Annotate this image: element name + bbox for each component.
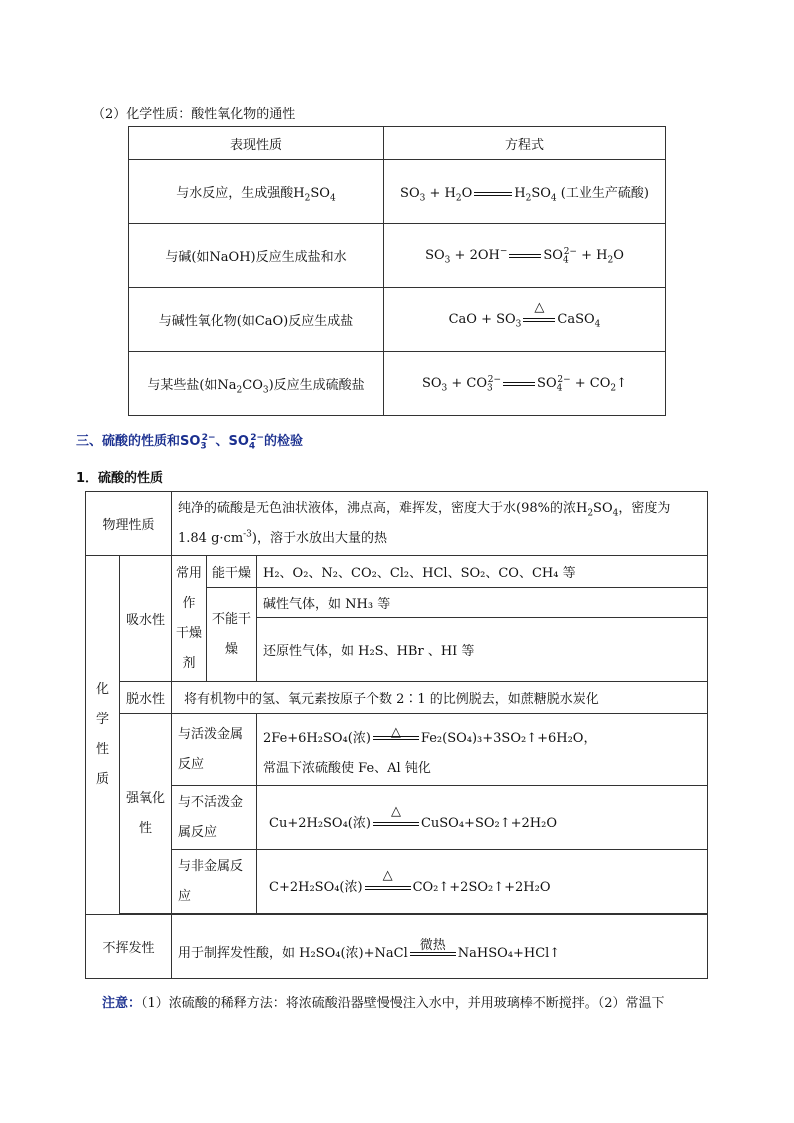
heat-arrow-icon: △: [373, 736, 419, 740]
nonmetal-equation: C+2H₂SO₄(浓) △ CO₂↑+2SO₂↑+2H₂O: [257, 850, 708, 914]
active-metal-equation: 2Fe+6H₂SO₄(浓) △ Fe₂(SO₄)₃+3SO₂↑+6H₂O， 常温下浓硫酸使 Fe、Al 钝化: [257, 714, 708, 786]
non-volatile-text: 用于制挥发性酸，如 H₂SO₄(浓)+NaCl 微热 NaHSO₄+HCl↑: [172, 915, 708, 979]
table-row: [86, 556, 708, 588]
table1-row3-property: 与碱性氧化物(如CaO)反应生成盐: [129, 288, 384, 352]
sulfuric-acid-properties-heading: 1．硫酸的性质: [76, 471, 164, 486]
water-absorbing-label: 吸水性: [120, 556, 172, 682]
cannot-dry-basic-gas: 碱性气体，如 NH₃ 等: [257, 588, 708, 618]
inactive-metal-equation: Cu+2H₂SO₄(浓) △ CuSO₄+SO₂↑+2H₂O: [257, 786, 708, 850]
table1-row3-equation: CaO + $SO_3$ △ CaSO$_4$: [384, 288, 666, 352]
table-row: [86, 786, 708, 850]
equals-arrow-icon: [474, 192, 512, 196]
table-row: [129, 160, 666, 224]
strong-oxidizing-label: 强氧化 性: [120, 714, 172, 914]
equals-arrow-icon: [509, 254, 541, 258]
note-paragraph: [102, 992, 665, 1011]
heat-arrow-icon: △: [365, 886, 411, 890]
table-row: [86, 915, 708, 979]
mild-heat-arrow-icon: 微热: [410, 952, 456, 956]
heat-arrow-icon: △: [373, 822, 419, 826]
table-row: [129, 288, 666, 352]
non-volatile-label: 不挥发性: [86, 915, 172, 979]
desiccant-label: 常用 作 干燥 剂: [172, 556, 207, 682]
cannot-dry-label: 不能干 燥: [207, 588, 257, 682]
table-row: [86, 850, 708, 914]
can-dry-label: 能干燥: [207, 556, 257, 588]
table1-row1-equation: $SO_3 + H_2O$ $H_2SO_4$ (工业生产硫酸): [384, 160, 666, 224]
sulfuric-acid-table: [85, 491, 708, 979]
note-label: 注意：: [102, 996, 142, 1011]
can-dry-text: H₂、O₂、N₂、CO₂、Cl₂、HCl、SO₂、CO、CH₄ 等: [257, 556, 708, 588]
chemical-property-label: 化 学 性 质: [86, 556, 120, 915]
table-row: [129, 352, 666, 416]
section2-heading: （2）化学性质：酸性氧化物的通性: [92, 107, 296, 122]
table1-row2-property: 与碱(如NaOH)反应生成盐和水: [129, 224, 384, 288]
table-row: [86, 714, 708, 786]
table-row: [129, 224, 666, 288]
active-metal-label: 与活泼金属 反应: [172, 714, 257, 786]
table1-row2-equation: $SO_3 + 2OH^-$ $SO_4^{2-} + H_2O$: [384, 224, 666, 288]
physical-property-label: 物理性质: [86, 492, 172, 556]
table1-row1-property: 与水反应，生成强酸$H_2SO_4$: [129, 160, 384, 224]
inactive-metal-label: 与不活泼金 属反应: [172, 786, 257, 850]
table1-header-property: 表现性质: [129, 127, 384, 160]
note-text: （1）浓硫酸的稀释方法：将浓硫酸沿器壁慢慢注入水中，并用玻璃棒不断搅拌。（2）常温下: [141, 996, 665, 1011]
physical-property-text: 纯净的硫酸是无色油状液体，沸点高，难挥发，密度大于水(98%的浓$H_2SO_4$，密度为 1.84 $g\cdot cm^{-3}$)，溶于水放出大量的热: [172, 492, 708, 556]
nonmetal-label: 与非金属反 应: [172, 850, 257, 914]
dehydrating-text: 将有机物中的氢、氧元素按原子个数 2∶1 的比例脱去，如蔗糖脱水炭化: [172, 682, 708, 714]
acidic-oxide-table: [128, 126, 666, 416]
table-row: [86, 682, 708, 714]
cannot-dry-reducing-gas: 还原性气体，如 H₂S、HBr 、HI 等: [257, 618, 708, 682]
table-row: [86, 492, 708, 556]
section3-heading: 三、硫酸的性质和$SO_3^{2-}$、$SO_4^{2-}$的检验: [76, 432, 304, 452]
table1-row4-property: 与某些盐(如$Na_2CO_3$)反应生成硫酸盐: [129, 352, 384, 416]
heat-arrow-icon: △: [523, 318, 555, 322]
table1-row4-equation: $SO_3 + CO_3^{2-}$ $SO_4^{2-}$ + $CO_2↑$: [384, 352, 666, 416]
table1-header-equation: 方程式: [384, 127, 666, 160]
dehydrating-label: 脱水性: [120, 682, 172, 714]
equals-arrow-icon: [503, 382, 535, 386]
